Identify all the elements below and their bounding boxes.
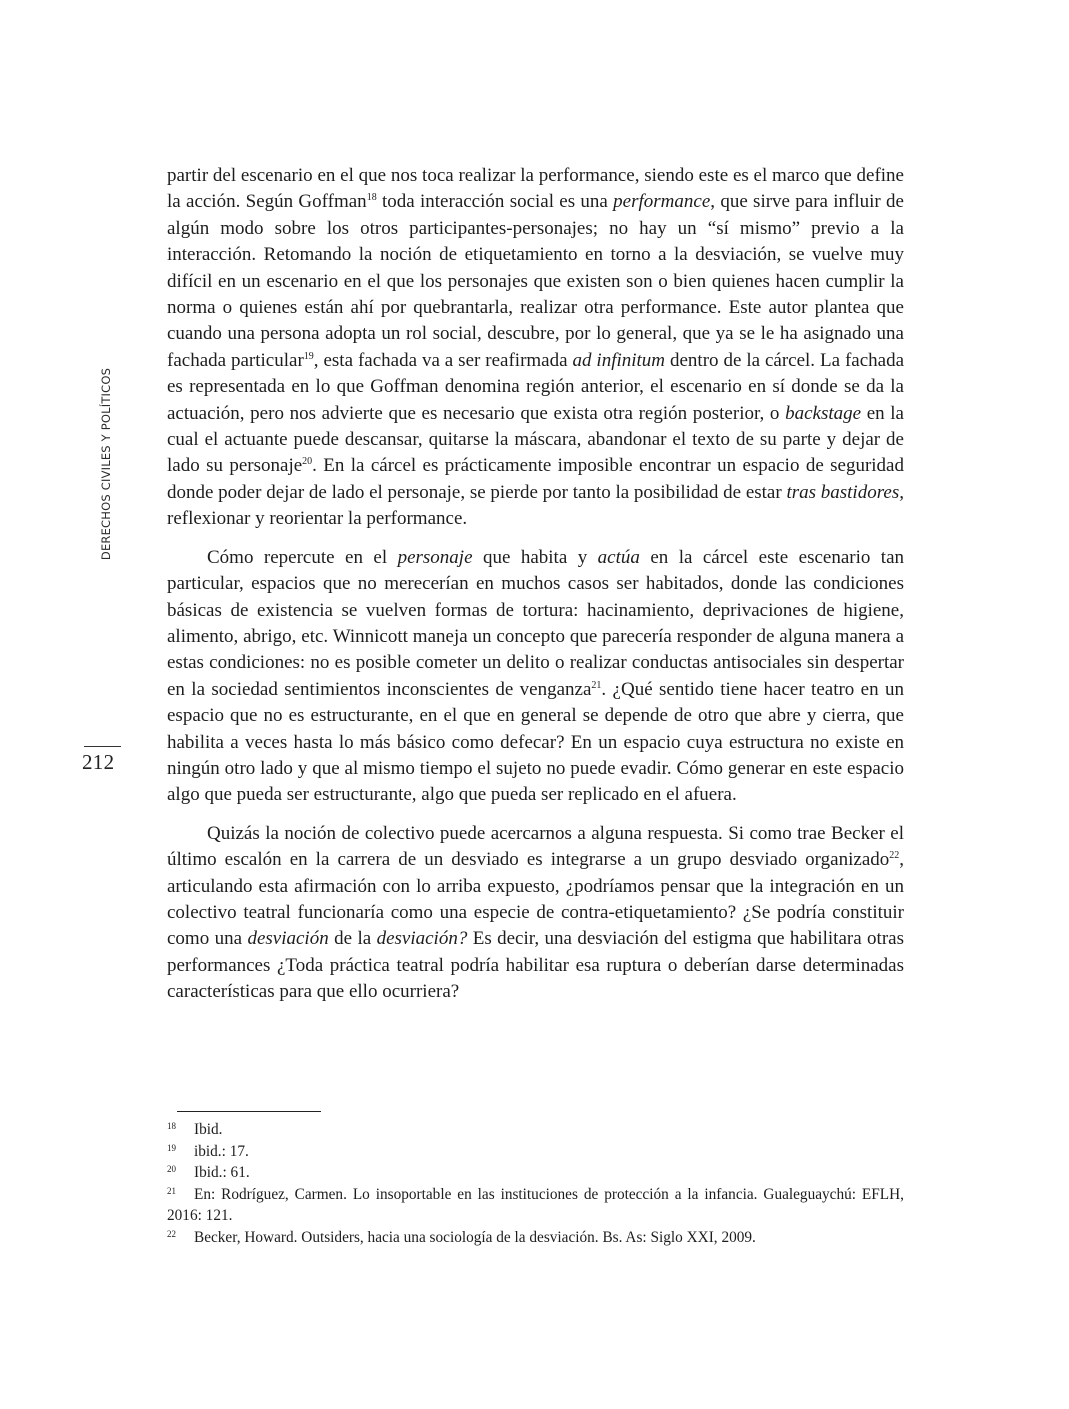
footnote-reference: 22 [889,850,900,862]
text-run: . ¿Qué sentido tiene hacer teatro en un espacio que no es estructurante, en el que en general se depende de otro que abre y cierra, que habilita a veces hasta lo más básico como defecar? En un espacio cuya estructura no existe en ningún otro lado y que al mismo tiempo el sujeto no puede evadir. Cómo generar en este espacio algo que pueda ser estructurante, algo que pueda ser replicado en el afuera. [167,678,904,806]
footnote: 18 Ibid. [167,1121,223,1138]
footnote-text: Ibid. [194,1121,223,1138]
text-run: de la [328,928,377,950]
running-header-text: DERECHOS CIVILES Y POLÍTICOS [99,367,113,561]
footnote: 22 Becker, Howard. Outsiders, hacia una sociología de la desviación. Bs. As: Siglo XXI, 2009. [167,1228,756,1246]
footnote: 20 Ibid.: 61. [167,1164,250,1181]
italic-text: actúa [597,546,640,568]
italic-text: performance [613,191,711,213]
text-run: en la cual el actuante puede descansar, quitarse la máscara, abandonar el texto de su parte y dejar de lado su personaje [167,402,904,477]
footnote: 19 ibid.: 17. [167,1142,249,1160]
italic-text: desviación [247,928,329,950]
text-run: Es decir, una desviación del estigma que habilitara otras performances ¿Toda práctica teatral podría habilitar esa ruptura o deberían darse determinadas características para que ello ocurriera? [167,928,904,1003]
text-run: , esta fachada va a ser reafirmada [313,349,573,371]
footnotes [167,1119,904,1248]
text-run: partir del escenario en el que nos toca realizar la performance, siendo este es el marco que define la acción. Según Goffman [167,165,904,213]
text-run: en la cárcel este escenario tan particular, espacios que no merecerían en muchos casos ser habitados, donde las condiciones básicas de existencia se vuelven formas de tortura: hacinamiento, deprivaciones de higiene, alimento, abrigo, etc. Winnicott maneja un concepto que parecería responder de alguna manera a estas condiciones: no es posible cometer un delito o realizar conductas antisociales sin despertar en la sociedad sentimientos inconscientes de venganza [167,546,905,700]
text-run: que habita y [472,546,598,568]
paragraph-2 [167,545,904,809]
footnote-text: ibid.: 17. [194,1142,249,1160]
footnote-text: Becker, Howard. Outsiders, hacia una sociología de la desviación. Bs. As: Siglo XXI, 2009. [194,1228,756,1246]
footnote-text: En: Rodríguez, Carmen. Lo insoportable en las instituciones de protección a la infancia. Gualeguaychú: EFLH, 2016: 121. [167,1185,904,1224]
paragraph-1 [167,163,904,533]
text-run: Cómo repercute en el [207,546,398,568]
footnote-text: Ibid.: 61. [194,1164,250,1181]
footnote: 21 En: Rodríguez, Carmen. Lo insoportable en las instituciones de protección a la infancia. Gualeguaychú: EFLH, 2016: 121. [167,1185,904,1224]
page-number: 212 [82,750,115,774]
footnote-separator [177,1111,321,1112]
paragraph-3 [167,821,904,1006]
italic-text: desviación? [376,928,468,950]
footnote-reference: 20 [302,456,313,468]
italic-text: personaje [397,546,473,568]
text-run: toda interacción social es una [376,191,614,213]
italic-text: tras bastidores, [786,481,904,503]
italic-text: backstage [785,402,862,424]
text-run: . En la cárcel es prácticamente imposible encontrar un espacio de seguridad donde poder dejar de lado el personaje, se pierde por tanto la posibilidad de estar [167,455,904,503]
text-run: , articulando esta afirmación con lo arriba expuesto, ¿podríamos pensar que la integración en un colectivo teatral funcionaría como una especie de contra-etiquetamiento? ¿Se podría constituir como una [167,849,904,950]
text-run: Quizás la noción de colectivo puede acercarnos a alguna respuesta. Si como trae Becker el último escalón en la carrera de un desviado es integrarse a un grupo desviado organizado [167,822,904,871]
text-run: dentro de la cárcel. La fachada es representada en lo que Goffman denomina región anterior, el escenario en sí donde se da la actuación, pero nos advierte que es necesario que exista otra región posterior, o [167,349,905,424]
body-text [167,163,904,1006]
page-number-rule [84,746,121,747]
footnote-reference: 18 [366,192,377,204]
text-run: , que sirve para influir de algún modo sobre los otros participantes-personajes; no hay un “sí mismo” previo a la interacción. Retomando la noción de etiquetamiento en torno a la desviación, se vuelve muy difícil en un escenario en el que los personajes que existen son o bien quienes hacen cumplir la norma o quienes están ahí por quebrantarla, realizar otra performance. Este autor plantea que cuando una persona adopta un rol social, descubre, por lo general, que ya se le ha asignado una fachada particular [167,191,904,371]
footnote-reference: 21 [591,679,602,691]
footnote-reference: 19 [303,350,314,362]
italic-text: ad infinitum [572,349,666,371]
text-run: reflexionar y reorientar la performance. [167,508,468,530]
